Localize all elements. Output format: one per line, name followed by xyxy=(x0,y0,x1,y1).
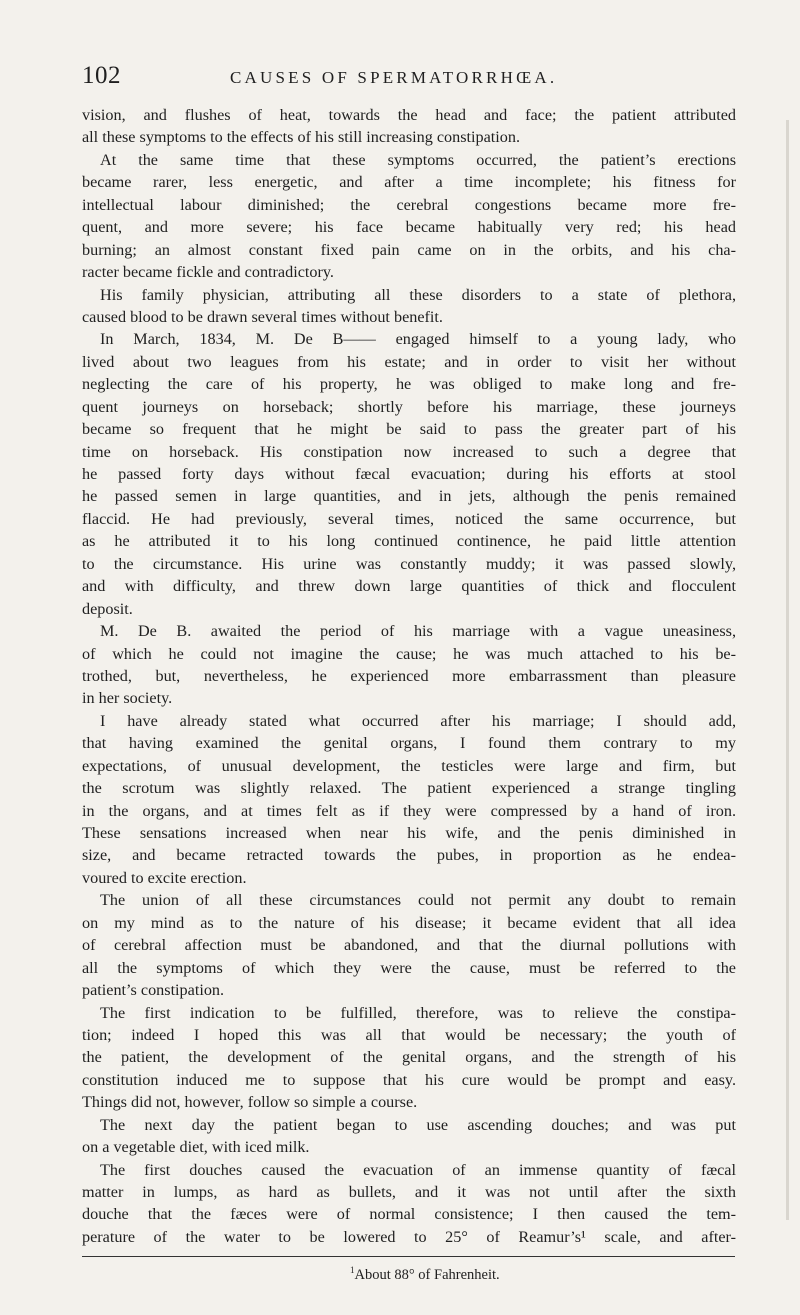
text-line: voured to excite erection. xyxy=(82,868,247,887)
text-line: of cerebral affection must be abandoned, and that the diurnal pollutions with xyxy=(82,936,736,955)
text-line: in the organs, and at times felt as if they were compressed by a hand of iron. xyxy=(82,801,736,820)
text-line: to the circumstance. His urine was constantly muddy; it was passed slowly, xyxy=(82,554,736,573)
text-line: trothed, but, nevertheless, he experienced more embarrassment than pleasure xyxy=(82,666,736,685)
running-title: CAUSES OF SPERMATORRHŒA. xyxy=(230,68,558,87)
page-header xyxy=(82,62,742,94)
text-line: became rarer, less energetic, and after a time incomplete; his fitness for xyxy=(82,173,736,192)
text-line: he passed forty days without fæcal evacuation; during his efforts at stool xyxy=(82,465,736,483)
footnote-rule xyxy=(82,1256,735,1257)
text-line: racter became fickle and contradictory. xyxy=(82,263,334,282)
text-line: became so frequent that he might be said to pass the greater part of his xyxy=(82,420,736,439)
text-line: Things did not, however, follow so simple a course. xyxy=(82,1093,418,1112)
text-line: I have already stated what occurred after his marriage; I should add, xyxy=(100,711,736,730)
text-line: vision, and flushes of heat, towards the head and face; the patient attributed xyxy=(82,106,736,124)
text-line: His family physician, attributing all these disorders to a state of plethora, xyxy=(100,285,736,304)
text-line: caused blood to be drawn several times without benefit. xyxy=(82,307,443,326)
text-line: tion; indeed I hoped this was all that would be necessary; the youth of xyxy=(82,1025,736,1044)
text-line: on a vegetable diet, with iced milk. xyxy=(82,1138,310,1157)
footnote-text: About 88° of Fahrenheit. xyxy=(354,1266,500,1283)
text-line: The first indication to be fulfilled, therefore, was to relieve the constipa- xyxy=(100,1003,736,1022)
page-number: 102 xyxy=(82,62,121,89)
text-line: The union of all these circumstances could not permit any doubt to remain xyxy=(100,891,736,910)
text-line: In March, 1834, M. De B—— engaged himself to a young lady, who xyxy=(100,330,736,349)
text-line: and with difficulty, and threw down large quantities of thick and flocculent xyxy=(82,577,736,596)
text-line: size, and became retracted towards the pubes, in proportion as he endea- xyxy=(82,846,736,865)
page-edge-shadow xyxy=(786,120,789,1220)
text-line: burning; an almost constant fixed pain came on in the orbits, and his cha- xyxy=(82,240,736,259)
footnote xyxy=(350,1265,500,1284)
text-line: expectations, of unusual development, the testicles were large and firm, but xyxy=(82,756,736,775)
text-line: lived about two leagues from his estate; and in order to visit her without xyxy=(82,352,736,371)
text-line: flaccid. He had previously, several times, noticed the same occurrence, but xyxy=(82,509,736,528)
text-line: the scrotum was slightly relaxed. The patient experienced a strange tingling xyxy=(82,779,736,798)
text-line: perature of the water to be lowered to 25° of Reamur’s¹ scale, and after- xyxy=(82,1227,736,1246)
text-line: intellectual labour diminished; the cerebral congestions became more fre- xyxy=(82,195,736,214)
text-line: that having examined the genital organs, I found them contrary to my xyxy=(82,734,736,753)
text-line: douche that the fæces were of normal consistence; I then caused the tem- xyxy=(82,1205,736,1224)
text-line: time on horseback. His constipation now increased to such a degree that xyxy=(82,442,736,461)
text-line: the patient, the development of the genital organs, and the strength of his xyxy=(82,1048,736,1067)
text-line: These sensations increased when near his wife, and the penis diminished in xyxy=(82,824,736,842)
text-line: neglecting the care of his property, he was obliged to make long and fre- xyxy=(82,375,736,394)
text-line: patient’s constipation. xyxy=(82,981,225,1000)
text-line: as he attributed it to his long continued continence, he paid little attention xyxy=(82,532,736,551)
text-line: deposit. xyxy=(82,599,133,618)
text-line: constitution induced me to suppose that his cure would be prompt and easy. xyxy=(82,1070,736,1089)
text-line: quent journeys on horseback; shortly before his marriage, these journeys xyxy=(82,397,736,416)
text-line: all the symptoms of which they were the cause, must be referred to the xyxy=(82,958,736,977)
text-line: he passed semen in large quantities, and in jets, although the penis remained xyxy=(82,487,736,506)
body-text xyxy=(82,104,736,1248)
text-line: At the same time that these symptoms occurred, the patient’s erections xyxy=(100,150,736,169)
text-line: in her society. xyxy=(82,689,173,708)
text-line: quent, and more severe; his face became habitually very red; his head xyxy=(82,218,736,237)
text-line: The first douches caused the evacuation of an immense quantity of fæcal xyxy=(100,1160,736,1179)
text-line: M. De B. awaited the period of his marriage with a vague uneasiness, xyxy=(100,622,736,641)
text-line: matter in lumps, as hard as bullets, and it was not until after the sixth xyxy=(82,1183,736,1201)
text-line: on my mind as to the nature of his disease; it became evident that all idea xyxy=(82,913,736,932)
text-line: all these symptoms to the effects of his still increasing constipation. xyxy=(82,128,521,147)
footnote-marker: 1 xyxy=(350,1265,355,1275)
text-line: of which he could not imagine the cause; he was much attached to his be- xyxy=(82,644,736,663)
text-line: The next day the patient began to use ascending douches; and was put xyxy=(100,1115,736,1134)
